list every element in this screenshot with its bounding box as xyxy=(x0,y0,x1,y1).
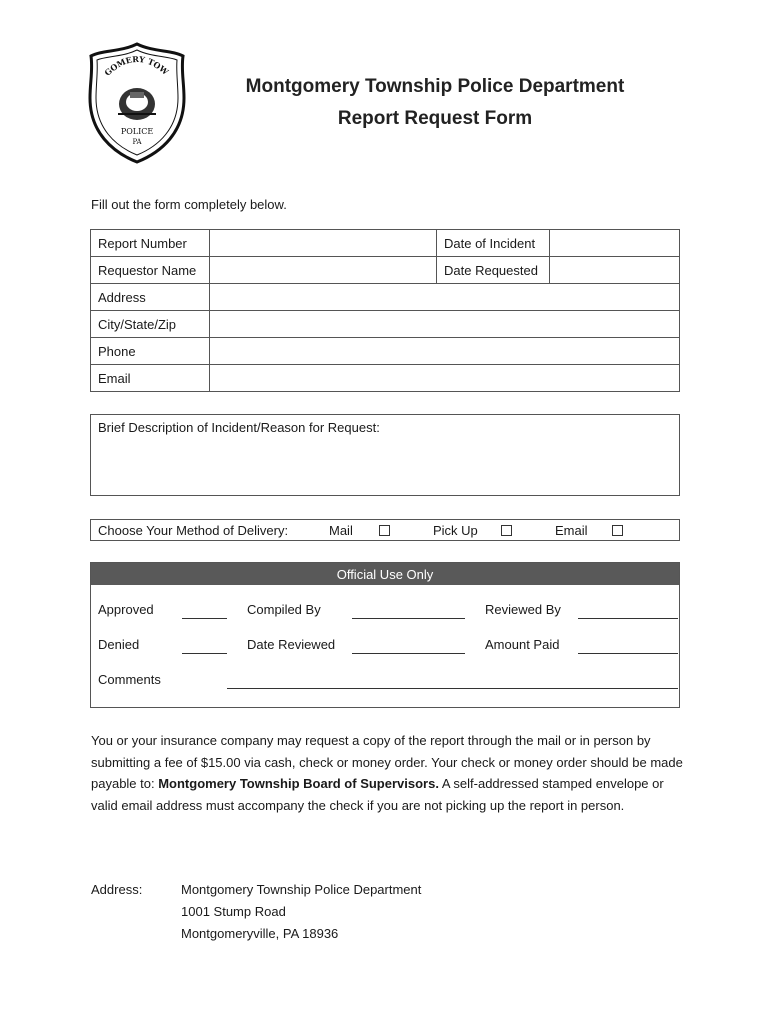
compiled-by-label: Compiled By xyxy=(247,602,321,617)
svg-text:PA: PA xyxy=(132,138,142,146)
svg-text:MONTGOMERY TOWNSHIP: GOMERY TOW xyxy=(102,53,171,78)
phone-label: Phone xyxy=(91,338,210,365)
email-label: Email xyxy=(91,365,210,392)
instructions-part2: A self-addressed stamped envelope or valid email address must accompany the check if you are not picking up the report in person. xyxy=(91,776,664,813)
approved-label: Approved xyxy=(98,602,154,617)
date-requested-field[interactable] xyxy=(550,257,680,284)
address-field[interactable] xyxy=(210,284,680,311)
instructions-part1: You or your insurance company may request a copy of the report through the mail or in person by submitting a fee of $15.00 via cash, check or money order. Your check or money order should be made payable to: xyxy=(91,733,683,791)
date-reviewed-label: Date Reviewed xyxy=(247,637,336,652)
date-of-incident-label: Date of Incident xyxy=(437,230,550,257)
phone-field[interactable] xyxy=(210,338,680,365)
requestor-info-table xyxy=(90,229,680,392)
amount-paid-label: Amount Paid xyxy=(485,637,560,652)
mailing-address-line3: Montgomeryville, PA 18936 xyxy=(181,926,339,941)
approved-line[interactable] xyxy=(182,618,227,619)
requestor-name-field[interactable] xyxy=(210,257,437,284)
payee-name: Montgomery Township Board of Supervisors. xyxy=(158,776,439,791)
denied-label: Denied xyxy=(98,637,140,652)
requestor-name-label: Requestor Name xyxy=(91,257,210,284)
comments-line[interactable] xyxy=(227,688,678,689)
address-label: Address xyxy=(91,284,210,311)
date-requested-label: Date Requested xyxy=(437,257,550,284)
delivery-label: Choose Your Method of Delivery: xyxy=(98,523,289,538)
date-of-incident-field[interactable] xyxy=(550,230,680,257)
date-reviewed-line[interactable] xyxy=(352,653,465,654)
svg-text:POLICE: POLICE xyxy=(120,127,154,136)
email-checkbox[interactable] xyxy=(612,525,623,536)
mail-checkbox[interactable] xyxy=(379,525,390,536)
mailing-address-line2: 1001 Stump Road xyxy=(181,904,286,919)
report-number-field[interactable] xyxy=(210,230,437,257)
delivery-option-pickup-label: Pick Up xyxy=(433,523,478,538)
official-use-section xyxy=(90,562,680,708)
mailing-address-line1: Montgomery Township Police Department xyxy=(181,882,422,897)
denied-line[interactable] xyxy=(182,653,227,654)
city-state-zip-label: City/State/Zip xyxy=(91,311,210,338)
police-badge-icon xyxy=(88,42,186,164)
amount-paid-line[interactable] xyxy=(578,653,678,654)
compiled-by-line[interactable] xyxy=(352,618,465,619)
reviewed-by-label: Reviewed By xyxy=(485,602,561,617)
email-field[interactable] xyxy=(210,365,680,392)
intro-text: Fill out the form completely below. xyxy=(91,197,287,212)
delivery-method-row xyxy=(90,519,680,541)
mailing-address-label: Address: xyxy=(91,882,143,897)
reviewed-by-line[interactable] xyxy=(578,618,678,619)
page-title: Montgomery Township Police Department xyxy=(245,76,625,97)
city-state-zip-field[interactable] xyxy=(210,311,680,338)
description-label: Brief Description of Incident/Reason for Request: xyxy=(98,420,380,435)
pickup-checkbox[interactable] xyxy=(501,525,512,536)
description-box[interactable] xyxy=(90,414,680,496)
report-number-label: Report Number xyxy=(91,230,210,257)
delivery-option-email-label: Email xyxy=(555,523,588,538)
comments-label: Comments xyxy=(98,672,161,687)
instructions-paragraph xyxy=(91,730,691,816)
official-use-header: Official Use Only xyxy=(91,563,679,585)
page-subtitle: Report Request Form xyxy=(337,108,533,129)
delivery-option-mail-label: Mail xyxy=(329,523,353,538)
